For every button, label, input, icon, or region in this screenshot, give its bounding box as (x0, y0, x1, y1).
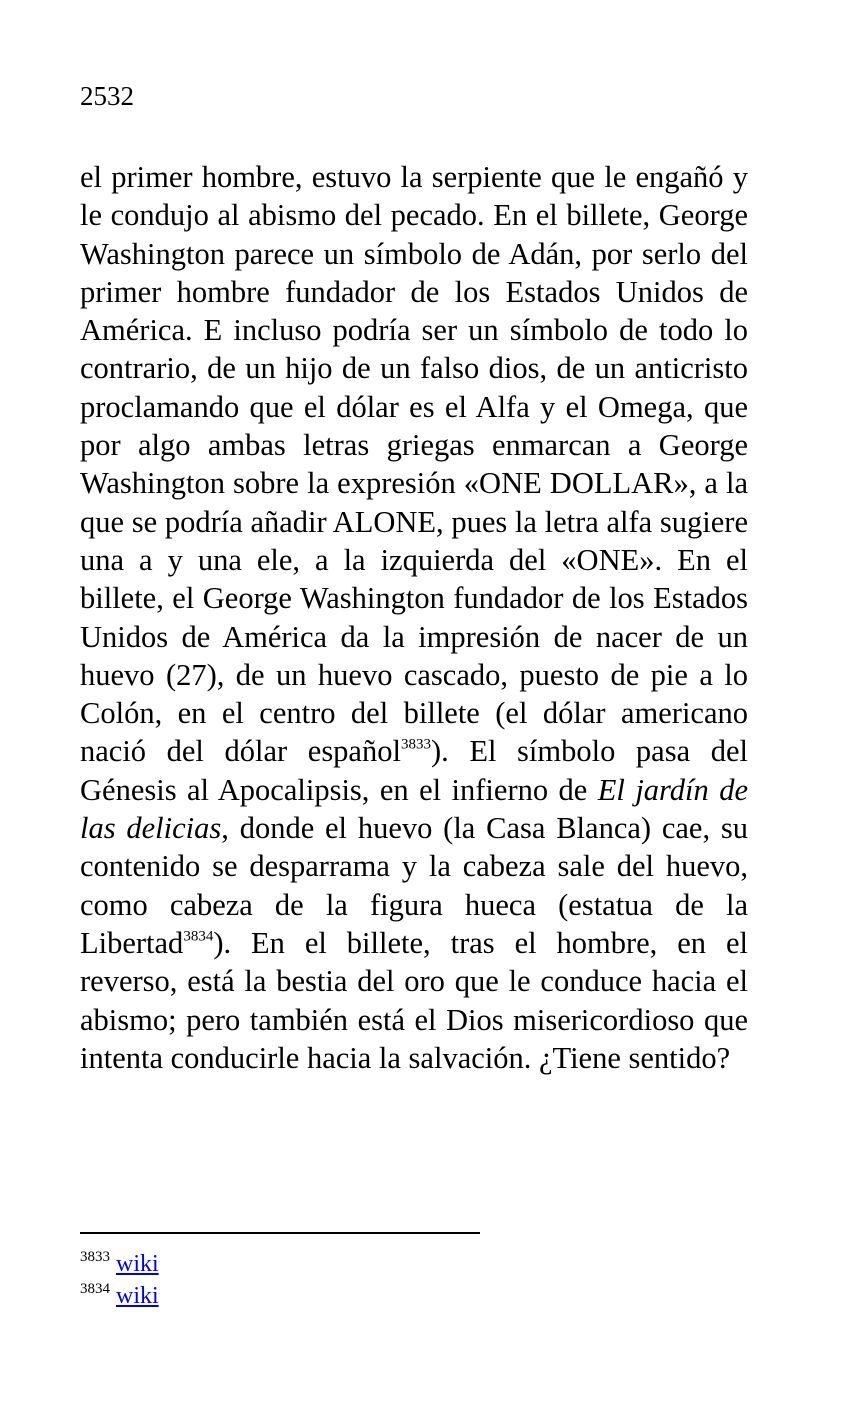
footnote-link[interactable]: wiki (116, 1283, 159, 1309)
footnote-number: 3833 (80, 1248, 110, 1265)
body-text-segment: ). El símbolo pasa del Génesis al Apocalipsis, en el infierno de (80, 734, 748, 807)
footnote-item (80, 1248, 159, 1280)
footnote-link[interactable]: wiki (116, 1251, 159, 1277)
body-paragraph (80, 158, 748, 1077)
footnote-divider (80, 1232, 480, 1234)
footnote-reference[interactable]: 3833 (400, 736, 431, 753)
italic-artwork-title: El jardín de las delicias (80, 772, 748, 846)
body-text-segment: , donde el huevo (la Casa Blanca) cae, su contenido se desparrama y la cabeza sale del huevo, como cabeza de la figura hueca (estatua de la Libertad (80, 811, 748, 960)
footnote-number: 3834 (80, 1280, 110, 1297)
page-number: 2532 (80, 81, 134, 111)
body-text-segment: el primer hombre, estuvo la serpiente que le engañó y le condujo al abismo del pecado. En el billete, George Washington parece un símbolo de Adán, por serlo del primer hombre fundador de los Estados Unidos de América. E incluso podría ser un símbolo de todo lo contrario, de un hijo de un falso dios, de un anticristo proclamando que el dólar es el Alfa y el Omega, que por algo ambas letras griegas enmarcan a George Washington sobre la expresión «ONE DOLLAR», a la que se podría añadir ALONE, pues la letra alfa sugiere una a y una ele, a la izquierda del «ONE». En el billete, el George Washington fundador de los Estados Unidos de América da la impresión de nacer de un huevo (27), de un huevo cascado, puesto de pie a lo Colón, en el centro del billete (el dólar americano nació del dólar español (80, 160, 748, 769)
body-text-segment: ). En el billete, tras el hombre, en el reverso, está la bestia del oro que le conduce hacia el abismo; pero también está el Dios misericordioso que intenta conducirle hacia la salvación. ¿Tiene sentido? (80, 925, 748, 1075)
footnote-reference[interactable]: 3834 (183, 928, 214, 945)
footnote-item (80, 1280, 159, 1312)
footnotes-section (80, 1248, 159, 1312)
